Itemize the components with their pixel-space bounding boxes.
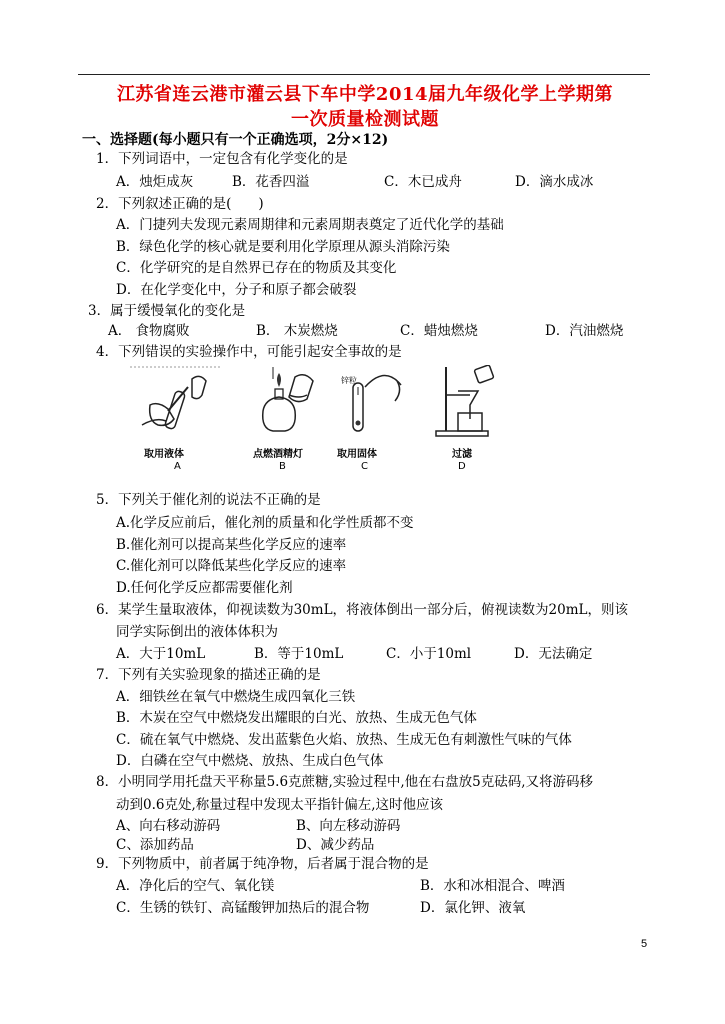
question-5-option-b: B.催化剂可以提高某些化学反应的速率 — [116, 537, 347, 553]
question-9-option-b: B．水和冰相混合、啤酒 — [420, 878, 565, 894]
question-8-option-d: D、减少药品 — [296, 837, 375, 853]
question-7-option-b: B．木炭在空气中燃烧发出耀眼的白光、放热、生成无色气体 — [116, 710, 477, 726]
figure-a-caption: 取用液体 — [144, 449, 184, 460]
question-2-stem: 2．下列叙述正确的是( ) — [96, 196, 264, 212]
figure-c-caption: 取用固体 — [337, 449, 377, 460]
question-7-option-c: C．硫在氧气中燃烧、发出蓝紫色火焰、放热、生成无色有刺激性气味的气体 — [116, 732, 572, 748]
question-3-stem: 3．属于缓慢氧化的变化是 — [88, 303, 246, 319]
pouring-liquid-icon — [130, 365, 220, 437]
header-rule — [78, 74, 650, 75]
question-7-option-d: D．白磷在空气中燃烧、放热、生成白色气体 — [116, 753, 384, 769]
figure-d-letter: D — [458, 461, 466, 472]
question-9-option-c: C．生锈的铁钉、高锰酸钾加热后的混合物 — [116, 900, 370, 916]
question-2-option-b: B．绿色化学的核心就是要利用化学原理从源头消除污染 — [116, 239, 450, 255]
question-4-stem: 4．下列错误的实验操作中，可能引起安全事故的是 — [96, 344, 402, 360]
question-6-stem-line1: 6．某学生量取液体，仰视读数为30mL，将液体倒出一部分后，俯视读数为20mL，则该 — [96, 602, 628, 618]
figure-c-letter: C — [361, 461, 368, 472]
question-6-option-c: C．小于10ml — [386, 646, 472, 662]
filtration-icon — [432, 365, 512, 437]
question-9-option-a: A．净化后的空气、氧化镁 — [116, 878, 275, 894]
question-8-option-b: B、向左移动游码 — [296, 818, 401, 834]
question-2-option-d: D．在化学变化中，分子和原子都会破裂 — [116, 282, 357, 298]
question-2-option-a: A．门捷列夫发现元素周期律和元素周期表奠定了近代化学的基础 — [116, 217, 504, 233]
question-3-option-b: B． 木炭燃烧 — [256, 323, 338, 339]
figure-b-caption: 点燃酒精灯 — [253, 449, 303, 460]
question-8-stem-line2: 动到0.6克处,称量过程中发现太平指针偏左,这时他应该 — [116, 797, 444, 813]
question-5-option-d: D.任何化学反应都需要催化剂 — [116, 580, 293, 596]
question-7-stem: 7．下列有关实验现象的描述正确的是 — [96, 667, 321, 683]
figure-d-caption: 过滤 — [452, 449, 472, 460]
question-1-option-c: C．木已成舟 — [384, 174, 462, 190]
question-5-option-a: A.化学反应前后，催化剂的质量和化学性质都不变 — [116, 515, 414, 531]
alcohol-lamp-icon — [245, 365, 325, 437]
question-3-option-c: C．蜡烛燃烧 — [400, 323, 478, 339]
question-6-option-b: B．等于10mL — [254, 646, 344, 662]
question-5-option-c: C.催化剂可以降低某些化学反应的速率 — [116, 558, 347, 574]
figure-b — [245, 365, 325, 475]
question-5-stem: 5．下列关于催化剂的说法不正确的是 — [96, 492, 321, 508]
question-8-option-c: C、添加药品 — [116, 837, 194, 853]
question-3-option-a: A． 食物腐败 — [108, 323, 190, 339]
question-2-option-c: C．化学研究的是自然界已存在的物质及其变化 — [116, 260, 397, 276]
question-9-option-d: D．氯化钾、液氧 — [420, 900, 526, 916]
page-title-line2: 一次质量检测试题 — [291, 109, 439, 130]
question-6-option-d: D．无法确定 — [514, 646, 593, 662]
figure-a-letter: A — [174, 461, 181, 472]
figure-a — [130, 365, 220, 475]
question-6-stem-line2: 同学实际倒出的液体体积为 — [116, 624, 278, 640]
tweezer-label: 锌粒 — [341, 376, 357, 385]
question-1-option-b: B．花香四溢 — [232, 174, 310, 190]
figure-c — [335, 365, 415, 475]
question-8-stem-line1: 8．小明同学用托盘天平称量5.6克蔗糖,实验过程中,他在右盘放5克砝码,又将游码移 — [96, 774, 594, 790]
figure-d — [432, 365, 512, 475]
section-heading: 一、选择题(每小题只有一个正确选项，2分×12) — [82, 132, 389, 148]
page-number: 5 — [641, 938, 648, 950]
question-9-stem: 9．下列物质中，前者属于纯净物，后者属于混合物的是 — [96, 856, 429, 872]
figure-b-letter: B — [279, 461, 286, 472]
question-1-stem: 1．下列词语中，一定包含有化学变化的是 — [96, 151, 348, 167]
question-7-option-a: A．细铁丝在氧气中燃烧生成四氧化三铁 — [116, 689, 356, 705]
page-title-line1: 江苏省连云港市灌云县下车中学2014届九年级化学上学期第 — [116, 84, 614, 105]
question-1-option-a: A．烛炬成灰 — [116, 174, 194, 190]
question-8-option-a: A、向右移动游码 — [116, 818, 221, 834]
question-6-option-a: A．大于10mL — [116, 646, 206, 662]
question-3-option-d: D．汽油燃烧 — [545, 323, 624, 339]
question-1-option-d: D．滴水成冰 — [515, 174, 594, 190]
